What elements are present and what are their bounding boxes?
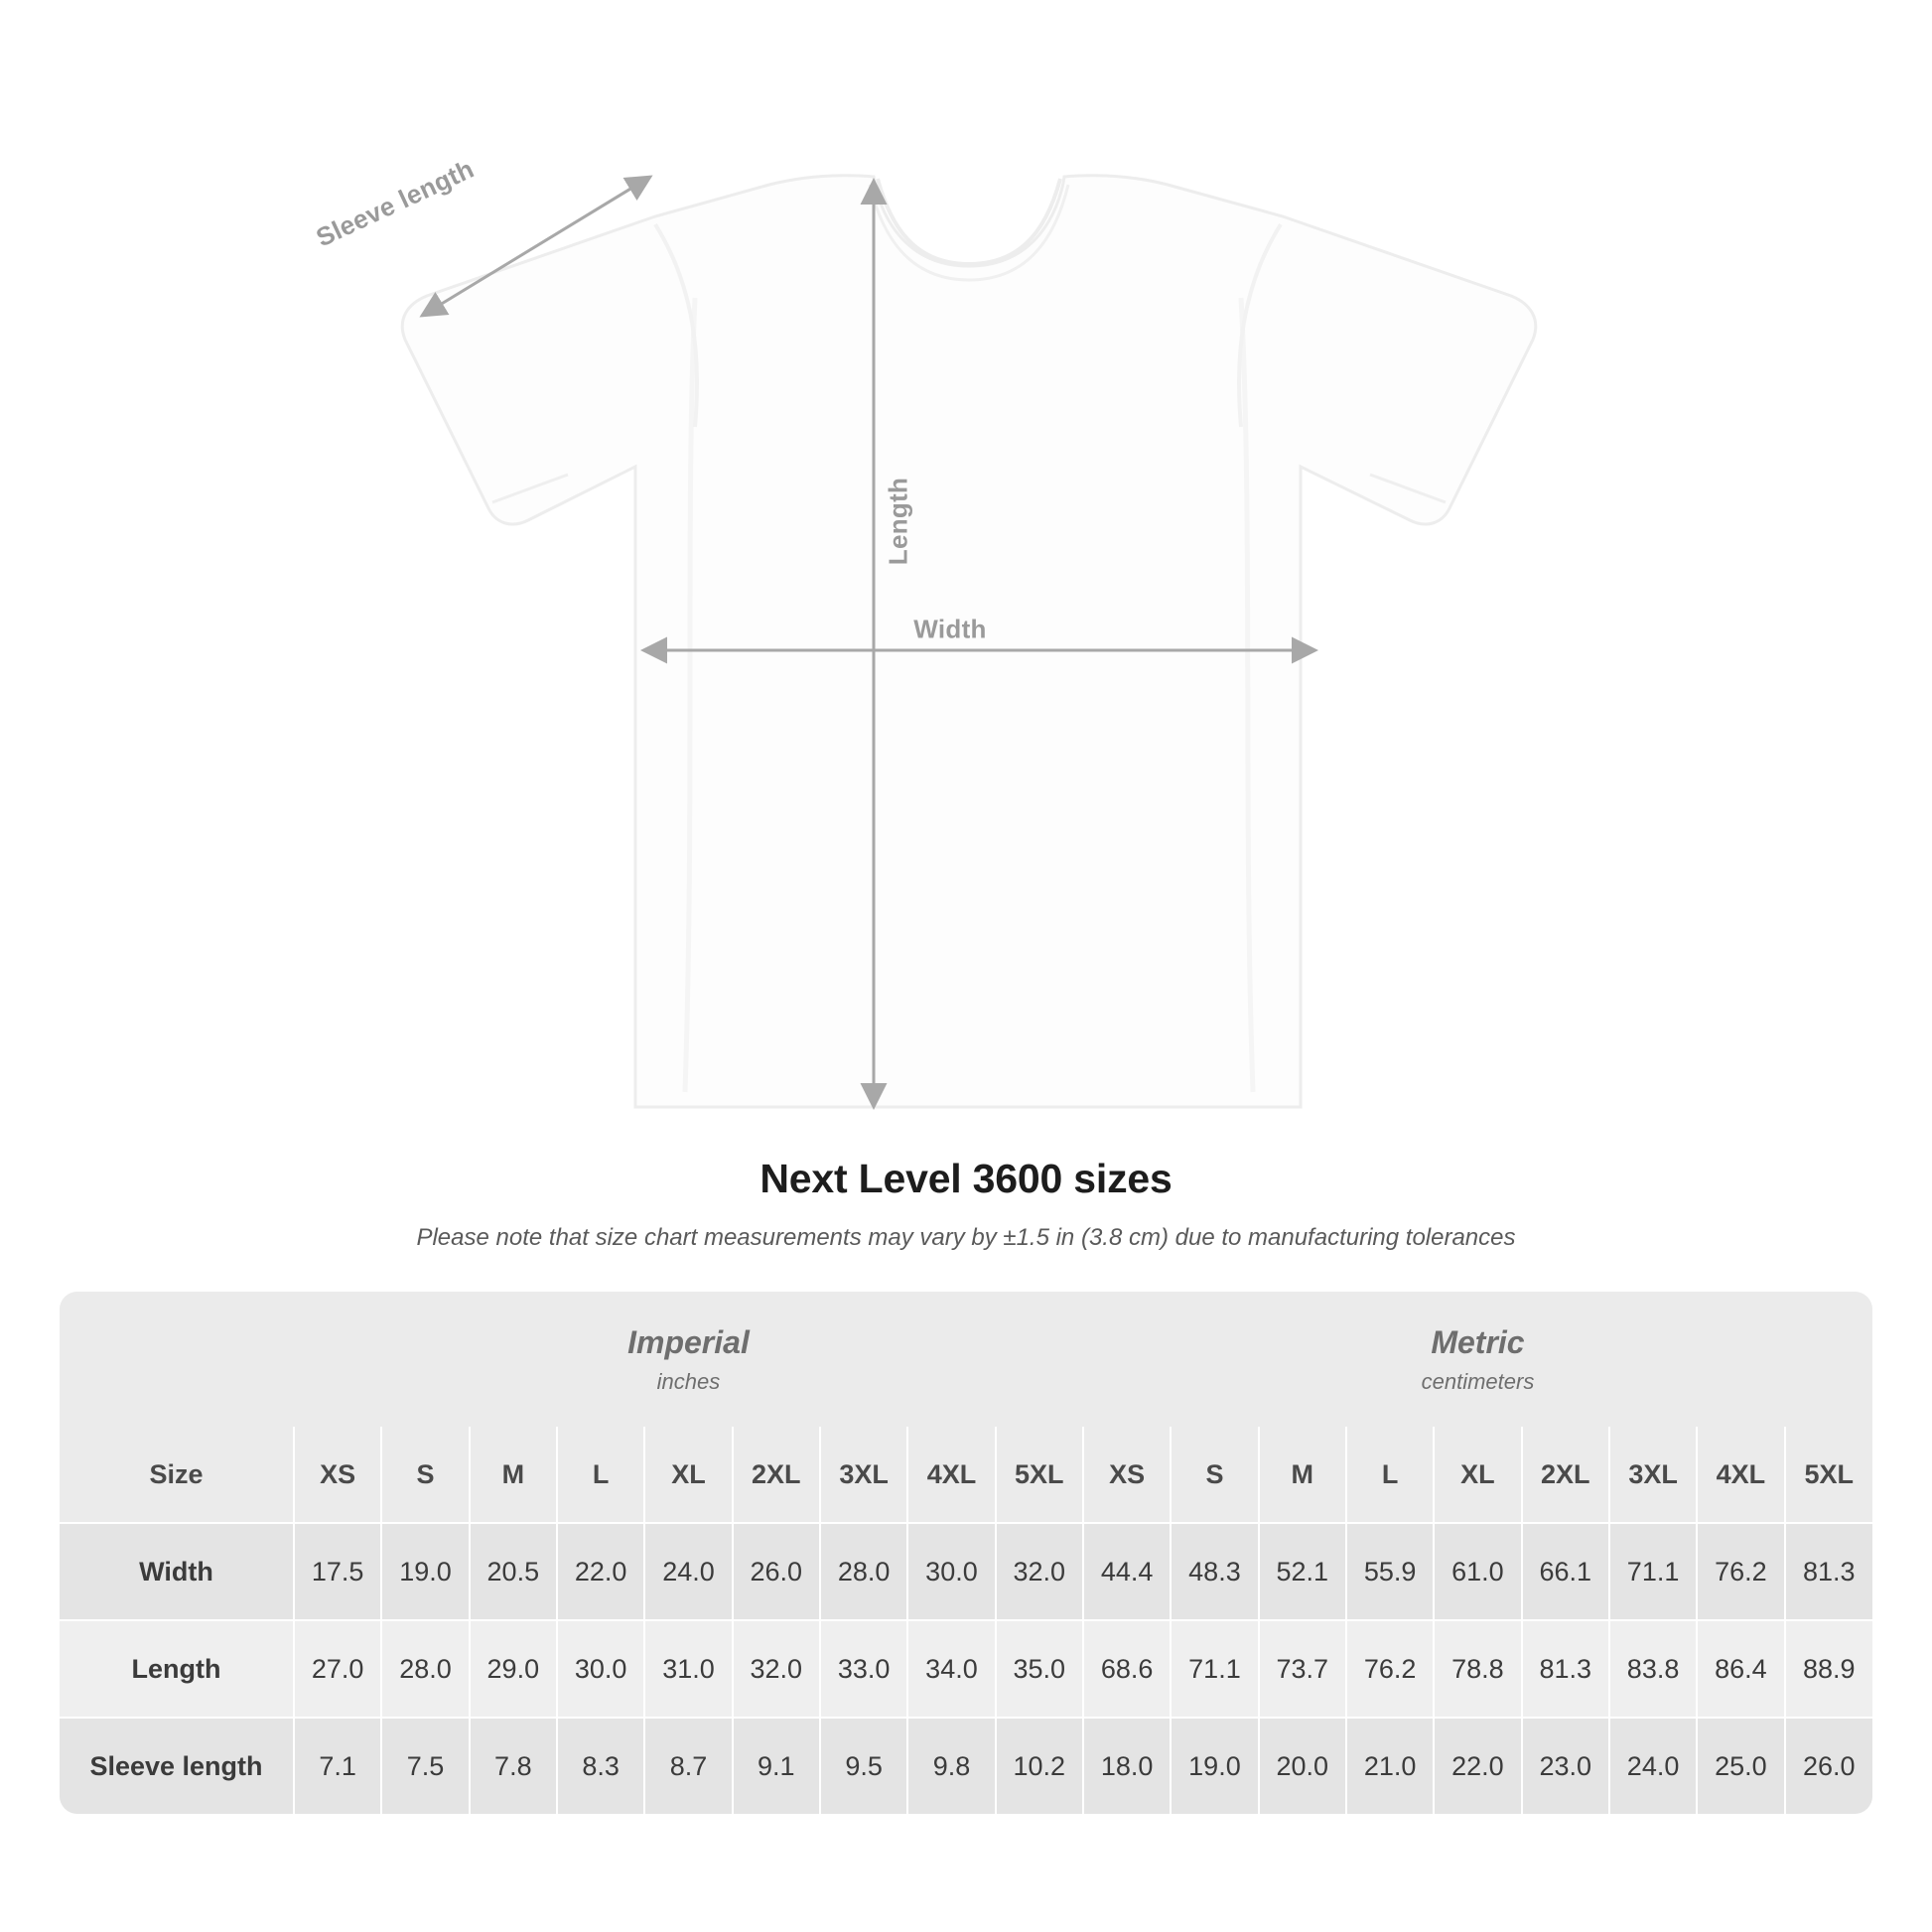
size-table [60, 1292, 1872, 1814]
cell-width-imperial-s: 19.0 [381, 1523, 469, 1620]
cell-width-metric-s: 48.3 [1171, 1523, 1258, 1620]
cell-sleeve-metric-4xl: 25.0 [1697, 1718, 1784, 1814]
size-header-metric-l: L [1346, 1427, 1434, 1523]
cell-sleeve-imperial-s: 7.5 [381, 1718, 469, 1814]
tolerance-note: Please note that size chart measurements may vary by ±1.5 in (3.8 cm) due to manufacturing tolerances [416, 1224, 1516, 1251]
size-header-imperial-xl: XL [644, 1427, 732, 1523]
size-header-metric-2xl: 2XL [1522, 1427, 1609, 1523]
cell-length-metric-m: 73.7 [1259, 1620, 1346, 1718]
cell-width-imperial-4xl: 30.0 [907, 1523, 995, 1620]
size-header-metric-3xl: 3XL [1609, 1427, 1697, 1523]
cell-length-imperial-s: 28.0 [381, 1620, 469, 1718]
table-row [60, 1523, 1872, 1620]
cell-sleeve-metric-2xl: 23.0 [1522, 1718, 1609, 1814]
cell-sleeve-imperial-2xl: 9.1 [733, 1718, 820, 1814]
cell-length-metric-l: 76.2 [1346, 1620, 1434, 1718]
cell-width-imperial-l: 22.0 [557, 1523, 644, 1620]
cell-sleeve-imperial-l: 8.3 [557, 1718, 644, 1814]
page-title: Next Level 3600 sizes [759, 1156, 1173, 1201]
annotation-width: Width [913, 614, 987, 644]
cell-length-metric-4xl: 86.4 [1697, 1620, 1784, 1718]
cell-length-imperial-l: 30.0 [557, 1620, 644, 1718]
cell-sleeve-imperial-m: 7.8 [470, 1718, 557, 1814]
cell-sleeve-imperial-xl: 8.7 [644, 1718, 732, 1814]
unit-sub-imperial: inches [656, 1368, 721, 1394]
cell-sleeve-metric-s: 19.0 [1171, 1718, 1258, 1814]
table-row [60, 1620, 1872, 1718]
size-header-imperial-2xl: 2XL [733, 1427, 820, 1523]
annotation-sleeve-length: Sleeve length [311, 153, 479, 253]
size-header-imperial-xs: XS [294, 1427, 381, 1523]
cell-sleeve-metric-xs: 18.0 [1083, 1718, 1171, 1814]
cell-width-imperial-xl: 24.0 [644, 1523, 732, 1620]
size-header-metric-m: M [1259, 1427, 1346, 1523]
cell-width-metric-4xl: 76.2 [1697, 1523, 1784, 1620]
cell-width-metric-xs: 44.4 [1083, 1523, 1171, 1620]
unit-sub-metric: centimeters [1421, 1368, 1535, 1394]
cell-length-imperial-xs: 27.0 [294, 1620, 381, 1718]
size-header-metric-xl: XL [1434, 1427, 1521, 1523]
cell-sleeve-imperial-xs: 7.1 [294, 1718, 381, 1814]
row-label-sleeve-length: Sleeve length [60, 1718, 294, 1814]
cell-width-metric-3xl: 71.1 [1609, 1523, 1697, 1620]
cell-width-metric-l: 55.9 [1346, 1523, 1434, 1620]
size-header-imperial-m: M [470, 1427, 557, 1523]
title-block [0, 1156, 1932, 1252]
unit-name-metric: Metric [1431, 1323, 1525, 1360]
cell-length-metric-2xl: 81.3 [1522, 1620, 1609, 1718]
row-label-length: Length [60, 1620, 294, 1718]
size-header-imperial-s: S [381, 1427, 469, 1523]
cell-length-metric-3xl: 83.8 [1609, 1620, 1697, 1718]
size-header-metric-5xl: 5XL [1785, 1427, 1872, 1523]
cell-length-metric-5xl: 88.9 [1785, 1620, 1872, 1718]
cell-width-imperial-5xl: 32.0 [996, 1523, 1083, 1620]
cell-sleeve-metric-3xl: 24.0 [1609, 1718, 1697, 1814]
cell-width-imperial-xs: 17.5 [294, 1523, 381, 1620]
cell-sleeve-imperial-3xl: 9.5 [820, 1718, 907, 1814]
cell-length-imperial-5xl: 35.0 [996, 1620, 1083, 1718]
size-header-metric-s: S [1171, 1427, 1258, 1523]
cell-sleeve-metric-xl: 22.0 [1434, 1718, 1521, 1814]
cell-length-metric-xs: 68.6 [1083, 1620, 1171, 1718]
row-label-width: Width [60, 1523, 294, 1620]
table-size-row [60, 1427, 1872, 1523]
cell-width-imperial-3xl: 28.0 [820, 1523, 907, 1620]
annotation-length: Length [883, 477, 913, 566]
cell-sleeve-metric-5xl: 26.0 [1785, 1718, 1872, 1814]
unit-header-imperial [294, 1292, 1083, 1427]
cell-sleeve-metric-l: 21.0 [1346, 1718, 1434, 1814]
cell-width-metric-5xl: 81.3 [1785, 1523, 1872, 1620]
size-label: Size [60, 1427, 294, 1523]
cell-length-imperial-3xl: 33.0 [820, 1620, 907, 1718]
size-header-imperial-l: L [557, 1427, 644, 1523]
cell-sleeve-metric-m: 20.0 [1259, 1718, 1346, 1814]
cell-width-metric-xl: 61.0 [1434, 1523, 1521, 1620]
size-header-metric-4xl: 4XL [1697, 1427, 1784, 1523]
cell-length-metric-s: 71.1 [1171, 1620, 1258, 1718]
cell-length-imperial-xl: 31.0 [644, 1620, 732, 1718]
unit-name-imperial: Imperial [627, 1323, 750, 1360]
cell-length-imperial-2xl: 32.0 [733, 1620, 820, 1718]
cell-width-imperial-2xl: 26.0 [733, 1523, 820, 1620]
cell-sleeve-imperial-4xl: 9.8 [907, 1718, 995, 1814]
cell-width-metric-m: 52.1 [1259, 1523, 1346, 1620]
unit-header-spacer [60, 1292, 294, 1427]
table-unit-header-row [60, 1292, 1872, 1427]
cell-sleeve-imperial-5xl: 10.2 [996, 1718, 1083, 1814]
size-header-imperial-4xl: 4XL [907, 1427, 995, 1523]
cell-length-imperial-4xl: 34.0 [907, 1620, 995, 1718]
size-table-wrapper [60, 1292, 1872, 1814]
cell-length-metric-xl: 78.8 [1434, 1620, 1521, 1718]
table-row [60, 1718, 1872, 1814]
cell-width-imperial-m: 20.5 [470, 1523, 557, 1620]
unit-header-metric [1083, 1292, 1872, 1427]
size-header-metric-xs: XS [1083, 1427, 1171, 1523]
cell-width-metric-2xl: 66.1 [1522, 1523, 1609, 1620]
size-header-imperial-3xl: 3XL [820, 1427, 907, 1523]
cell-length-imperial-m: 29.0 [470, 1620, 557, 1718]
size-header-imperial-5xl: 5XL [996, 1427, 1083, 1523]
